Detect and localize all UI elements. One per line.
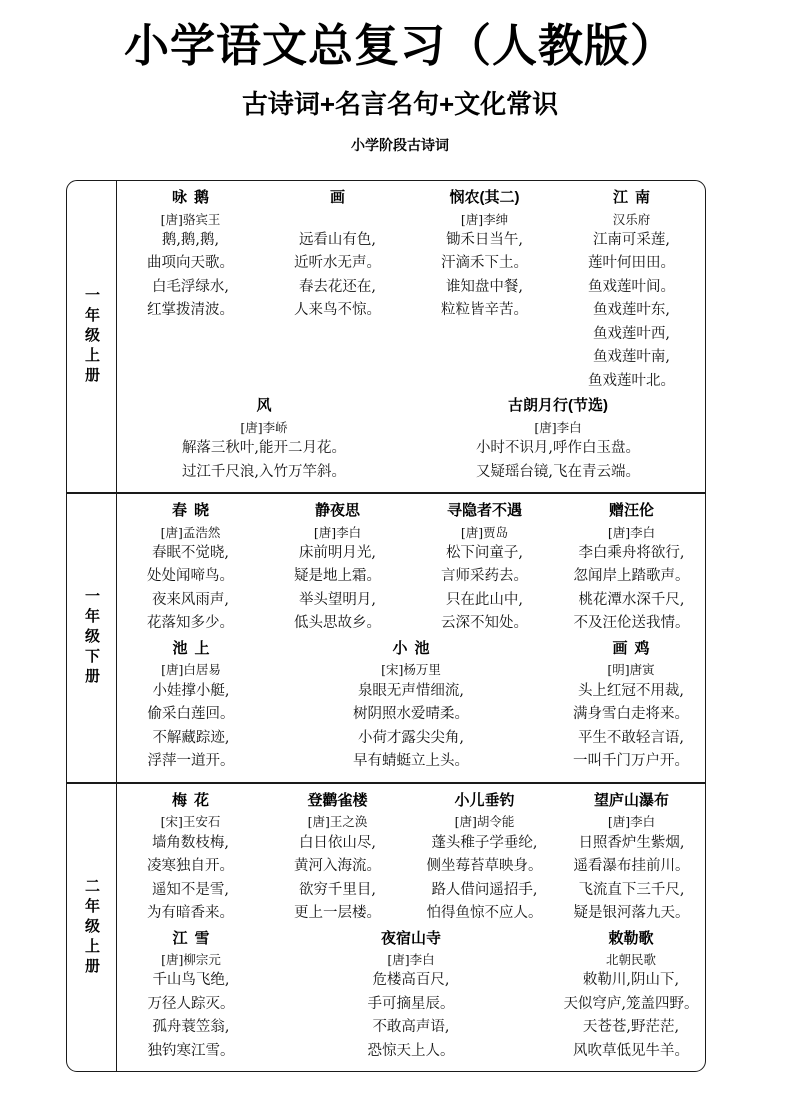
poem-cell [411, 500, 558, 636]
poem-lines [413, 229, 556, 323]
poem-lines [560, 832, 703, 926]
poem-line: 又疑瑶台镜,飞在青云端。 [475, 463, 641, 480]
poem-lines [119, 832, 262, 926]
poem-line: 谁知盘中餐, [445, 278, 524, 295]
poem-line: 怕得鱼惊不应人。 [426, 905, 543, 922]
poem-line: 恐惊天上人。 [367, 1042, 455, 1059]
poem-line: 言师采药去。 [441, 568, 528, 585]
poem-line: 飞流直下三千尺, [578, 881, 685, 898]
poem-line: 江南可采莲, [592, 231, 671, 248]
poem-title: 登鹳雀楼 [307, 791, 368, 809]
poem-author: [唐]骆宾王 [160, 211, 221, 227]
poem-title: 咏鹅 [171, 189, 216, 206]
poem-title: 望庐山瀑布 [593, 791, 669, 809]
poem-line: 凌寒独自开。 [147, 858, 234, 875]
poem-author: [明]唐寅 [607, 662, 655, 678]
poem-line: 鱼戏莲叶间。 [588, 278, 675, 295]
poem-title: 古朗月行(节选) [508, 397, 608, 415]
poem-line: 天似穹庐,笼盖四野。 [563, 995, 699, 1012]
poem-band [117, 500, 705, 636]
poem-author: [唐]胡令能 [454, 814, 515, 830]
poem-lines [266, 832, 409, 926]
poem-title: 春晓 [171, 502, 216, 520]
poem-line: 白日依山尽, [298, 834, 377, 851]
poem-title: 敕勒歌 [608, 929, 654, 947]
poem-line: 墙角数枝梅, [151, 834, 230, 851]
poem-cell [265, 928, 557, 1064]
poem-line: 鱼戏莲叶北。 [588, 372, 675, 389]
poem-title: 江雪 [172, 929, 217, 947]
poem-line: 曲项向天歌。 [147, 255, 234, 272]
poem-author: [唐]李白 [534, 419, 582, 435]
poem-line: 近听水无声。 [294, 255, 381, 272]
page-subtitle: 古诗词+名言名句+文化常识 [241, 89, 559, 120]
poem-area [117, 494, 705, 782]
poem-cell [264, 187, 411, 323]
poem-line: 孤舟蓑笠翁, [152, 1019, 230, 1036]
poem-lines [413, 437, 703, 484]
poem-line: 千山鸟飞绝, [152, 972, 230, 989]
section-title: 小学阶段古诗词 [351, 137, 449, 154]
poem-title: 夜宿山寺 [380, 929, 441, 947]
poem-band [117, 928, 705, 1064]
poem-band [117, 638, 705, 774]
poem-line: 一叫千门万户开。 [573, 753, 689, 770]
poem-line: 更上一层楼。 [294, 905, 381, 922]
poem-cell [411, 187, 558, 323]
poem-title: 画 [329, 189, 345, 206]
poem-cell [264, 500, 411, 636]
poem-line: 鹅,鹅,鹅, [161, 231, 220, 248]
poem-line: 过江千尺浪,入竹万竿斜。 [181, 463, 347, 480]
poem-author: [唐]孟浩然 [160, 524, 221, 540]
poem-line: 鱼戏莲叶西, [592, 325, 671, 342]
poem-title: 小儿垂钓 [454, 791, 515, 809]
poem-line: 泉眼无声惜细流, [357, 682, 465, 699]
poem-cell [558, 500, 705, 636]
poem-title: 梅花 [171, 791, 216, 809]
poem-cell [117, 638, 265, 774]
poem-lines [267, 680, 555, 774]
poem-area [117, 181, 705, 492]
poem-cell [117, 928, 265, 1064]
poem-line: 风吹草低见牛羊。 [573, 1042, 689, 1059]
poem-cell [411, 790, 558, 926]
poem-cell [265, 638, 557, 774]
poem-cell [117, 790, 264, 926]
poem-author: [唐]李峤 [240, 419, 288, 435]
poem-line: 只在此山中, [445, 591, 524, 608]
poem-line: 不解藏踪迹, [152, 729, 230, 746]
poem-line: 敕勒川,阴山下, [582, 972, 680, 989]
poem-line: 花落知多少。 [147, 615, 234, 632]
page-title: 小学语文总复习（人教版） [123, 20, 676, 71]
poem-area [117, 784, 705, 1072]
poem-line: 人来鸟不惊。 [294, 302, 381, 319]
poem-line: 不及汪伦送我情。 [573, 615, 690, 632]
poem-author: 汉乐府 [612, 211, 651, 227]
poem-line: 满身雪白走将来。 [573, 706, 689, 723]
poem-line: 头上红冠不用裁, [577, 682, 685, 699]
poem-line: 早有蜻蜓立上头。 [353, 753, 469, 770]
poem-line: 疑是银河落九天。 [573, 905, 690, 922]
poem-lines [266, 229, 409, 323]
poem-line: 危楼高百尺, [372, 972, 450, 989]
poem-line: 汗滴禾下土。 [441, 255, 528, 272]
poem-line: 远看山有色, [298, 231, 377, 248]
poem-lines [559, 969, 703, 1063]
poem-line: 浮萍一道开。 [147, 753, 235, 770]
grade-row [67, 494, 705, 784]
poem-line: 蓬头稚子学垂纶, [431, 834, 538, 851]
poem-lines [266, 542, 409, 636]
poem-author: [唐]李白 [607, 814, 656, 830]
poem-line: 李白乘舟将欲行, [578, 544, 685, 561]
poetry-table [66, 180, 706, 1072]
page-header [0, 0, 800, 155]
poem-line: 遥看瀑布挂前川。 [573, 858, 690, 875]
poem-line: 床前明月光, [298, 544, 377, 561]
poem-lines [119, 680, 263, 774]
poem-line: 鱼戏莲叶东, [592, 302, 671, 319]
poem-line: 举头望明月, [298, 591, 377, 608]
poem-line: 解落三秋叶,能开二月花。 [181, 440, 347, 457]
poem-line: 处处闻啼鸟。 [147, 568, 234, 585]
poem-lines [413, 832, 556, 926]
poem-line: 云深不知处。 [441, 615, 528, 632]
poem-line: 松下问童子, [445, 544, 524, 561]
poem-line: 天苍苍,野茫茫, [582, 1019, 680, 1036]
poem-line: 锄禾日当午, [445, 231, 524, 248]
poem-line: 粒粒皆辛苦。 [441, 302, 528, 319]
poem-line: 侧坐莓苔草映身。 [426, 858, 543, 875]
poem-line: 白毛浮绿水, [151, 278, 230, 295]
poem-title: 静夜思 [314, 502, 360, 520]
grade-label-2 [67, 494, 117, 782]
poem-line: 手可摘星辰。 [367, 995, 455, 1012]
poem-line: 独钓寒江雪。 [147, 1042, 235, 1059]
poem-line: 路人借问遥招手, [431, 881, 538, 898]
poem-title: 赠汪伦 [608, 502, 654, 520]
poem-line: 为有暗香来。 [147, 905, 234, 922]
poem-author: [唐]白居易 [161, 662, 221, 678]
poem-line: 遥知不是雪, [151, 881, 230, 898]
poem-cell [557, 638, 705, 774]
poem-line: 小娃撑小艇, [152, 682, 230, 699]
poem-line: 树阴照水爱晴柔。 [353, 706, 469, 723]
grade-label-text: 二年级上册 [83, 877, 100, 978]
grade-label-text: 一年级下册 [83, 587, 100, 688]
poem-line: 莲叶何田田。 [588, 255, 675, 272]
poem-lines [413, 542, 556, 636]
poem-author: 北朝民歌 [605, 952, 656, 968]
grade-row [67, 181, 705, 494]
poem-author: [唐]李白 [387, 952, 435, 968]
poem-line: 不敢高声语, [372, 1019, 450, 1036]
grade-label-text: 一年级上册 [83, 286, 100, 387]
poem-author: [唐]柳宗元 [161, 952, 221, 968]
poem-line: 日照香炉生紫烟, [578, 834, 685, 851]
poem-author: [唐]李绅 [460, 211, 509, 227]
poem-line: 小荷才露尖尖角, [357, 729, 465, 746]
poem-author: [宋]杨万里 [381, 662, 441, 678]
poem-author: [唐]李白 [313, 524, 362, 540]
poem-cell [558, 790, 705, 926]
poem-title: 小池 [392, 639, 437, 657]
poem-line: 黄河入海流。 [294, 858, 381, 875]
poem-cell [558, 187, 705, 393]
poem-title: 寻隐者不遇 [446, 502, 522, 520]
poem-lines [560, 542, 703, 636]
poem-author: [唐]李白 [607, 524, 656, 540]
poem-band [117, 187, 705, 393]
poem-lines [119, 542, 262, 636]
poem-cell [117, 187, 264, 323]
poem-line: 忽闻岸上踏歌声。 [573, 568, 690, 585]
poem-lines [119, 969, 263, 1063]
grade-row [67, 784, 705, 1072]
poem-line: 疑是地上霜。 [294, 568, 381, 585]
poem-author: [唐]贾岛 [460, 524, 509, 540]
poem-cell [117, 395, 411, 484]
grade-label-3 [67, 784, 117, 1072]
poem-line: 春眠不觉晓, [151, 544, 230, 561]
poem-line: 夜来风雨声, [151, 591, 230, 608]
poem-line: 春去花还在, [298, 278, 377, 295]
poem-title: 风 [256, 397, 272, 415]
poem-lines [559, 680, 703, 774]
poem-line: 欲穷千里目, [298, 881, 377, 898]
poem-band [117, 395, 705, 484]
grade-label-1 [67, 181, 117, 492]
poem-author: [宋]王安石 [160, 814, 221, 830]
poem-title: 画鸡 [612, 639, 657, 657]
poem-line: 低头思故乡。 [294, 615, 381, 632]
poem-band [117, 790, 705, 926]
poem-cell [411, 395, 705, 484]
poem-author: [唐]王之涣 [307, 814, 368, 830]
poem-line: 万径人踪灭。 [147, 995, 235, 1012]
poem-line: 小时不识月,呼作白玉盘。 [475, 440, 641, 457]
poem-lines [119, 229, 262, 323]
poem-title: 江南 [612, 189, 657, 206]
poem-title: 池上 [172, 639, 217, 657]
poem-cell [557, 928, 705, 1064]
poem-line: 红掌拨清波。 [147, 302, 234, 319]
poem-line: 鱼戏莲叶南, [592, 349, 671, 366]
poem-line: 偷采白莲回。 [147, 706, 235, 723]
poem-lines [560, 229, 703, 393]
poem-lines [119, 437, 409, 484]
poem-cell [117, 500, 264, 636]
poem-lines [267, 969, 555, 1063]
poem-line: 平生不敢轻言语, [577, 729, 685, 746]
poem-title: 悯农(其二) [449, 189, 520, 206]
poem-line: 桃花潭水深千尺, [578, 591, 685, 608]
poem-cell [264, 790, 411, 926]
